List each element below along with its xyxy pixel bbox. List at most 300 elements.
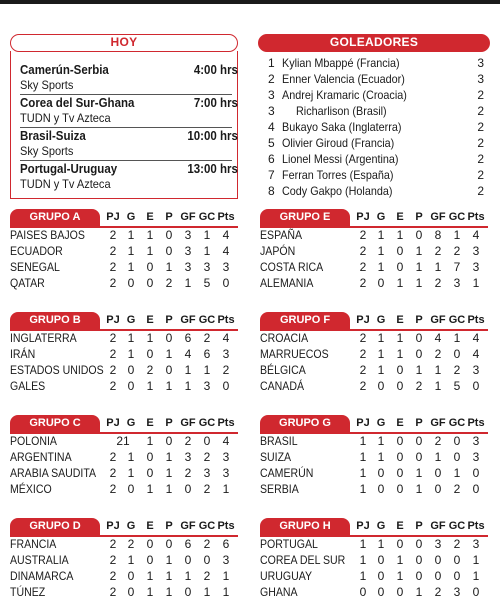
stat-gf: 2 bbox=[184, 466, 192, 480]
stat-gf: 3 bbox=[184, 244, 192, 258]
stat-gc: 0 bbox=[453, 569, 461, 583]
match-time: 10:00 hrs bbox=[187, 129, 238, 143]
stat-e: 1 bbox=[146, 379, 154, 393]
team-name: INGLATERRA bbox=[10, 331, 77, 345]
stat-p: 1 bbox=[415, 260, 423, 274]
table-row bbox=[260, 481, 488, 497]
stat-gc: 5 bbox=[203, 276, 211, 290]
stat-e: 0 bbox=[146, 450, 154, 464]
stat-p: 1 bbox=[165, 585, 173, 599]
stat-gc: 1 bbox=[203, 244, 211, 258]
scorer-rank: 1 bbox=[268, 56, 275, 70]
col-pts: Pts bbox=[217, 417, 235, 429]
stat-pj: 2 bbox=[109, 347, 117, 361]
scorer-rank: 6 bbox=[268, 152, 275, 166]
scorer-row bbox=[268, 152, 484, 167]
table-row bbox=[10, 552, 238, 568]
scorer-goals: 2 bbox=[477, 104, 484, 118]
stat-pts: 4 bbox=[472, 228, 480, 242]
stat-gf: 0 bbox=[434, 569, 442, 583]
stat-pj: 2 bbox=[109, 569, 117, 583]
stat-gf: 0 bbox=[184, 482, 192, 496]
stat-pts: 3 bbox=[222, 260, 230, 274]
scorer-name: Cody Gakpo (Holanda) bbox=[282, 184, 393, 198]
table-row bbox=[260, 362, 488, 378]
stat-pts: 1 bbox=[472, 276, 480, 290]
stat-p: 1 bbox=[415, 585, 423, 599]
match-channel: Sky Sports bbox=[20, 144, 74, 158]
stat-e: 0 bbox=[165, 434, 173, 448]
scorer-row bbox=[268, 104, 484, 119]
stat-gf: 0 bbox=[184, 585, 192, 599]
match-channel: TUDN y Tv Azteca bbox=[20, 111, 111, 125]
stat-pts: 4 bbox=[472, 331, 480, 345]
stat-g: 1 bbox=[127, 260, 135, 274]
stat-pj: 2 bbox=[109, 363, 117, 377]
col-pj: PJ bbox=[106, 314, 120, 326]
scorer-rank: 2 bbox=[268, 72, 275, 86]
stat-gc: 0 bbox=[203, 553, 211, 567]
stat-p: 1 bbox=[415, 363, 423, 377]
group-header bbox=[10, 415, 238, 433]
stat-p: 1 bbox=[165, 569, 173, 583]
col-gc: GC bbox=[448, 520, 466, 532]
scorer-goals: 2 bbox=[477, 88, 484, 102]
stat-g: 0 bbox=[377, 585, 385, 599]
stat-p: 1 bbox=[415, 482, 423, 496]
stat-pj: 1 bbox=[359, 466, 367, 480]
group-title: GRUPO E bbox=[260, 209, 350, 226]
stat-e: 1 bbox=[146, 569, 154, 583]
col-gc: GC bbox=[448, 417, 466, 429]
stat-gc: 3 bbox=[203, 379, 211, 393]
stat-g: 1 bbox=[377, 363, 385, 377]
stat-g: 0 bbox=[127, 379, 135, 393]
stat-p: 0 bbox=[415, 434, 423, 448]
col-pts: Pts bbox=[467, 520, 485, 532]
stat-pts: 0 bbox=[222, 379, 230, 393]
match-channel: TUDN y Tv Azteca bbox=[20, 177, 111, 191]
table-row bbox=[10, 259, 238, 275]
stat-gc: 5 bbox=[453, 379, 461, 393]
stat-e: 1 bbox=[146, 228, 154, 242]
stat-gc: 2 bbox=[203, 537, 211, 551]
col-pj: PJ bbox=[356, 520, 370, 532]
stat-e: 0 bbox=[396, 450, 404, 464]
stat-gf: 2 bbox=[434, 244, 442, 258]
stat-pts: 1 bbox=[222, 482, 230, 496]
stat-pj: 2 bbox=[109, 244, 117, 258]
stat-pts: 4 bbox=[222, 331, 230, 345]
stat-gf: 6 bbox=[184, 331, 192, 345]
scorer-row bbox=[268, 56, 484, 71]
stat-gc: 6 bbox=[203, 347, 211, 361]
stat-pts: 0 bbox=[472, 482, 480, 496]
stat-e: 1 bbox=[396, 331, 404, 345]
col-g: G bbox=[126, 417, 136, 429]
hoy-panel bbox=[10, 34, 238, 52]
team-name: PAISES BAJOS bbox=[10, 228, 85, 242]
col-pts: Pts bbox=[217, 314, 235, 326]
stat-gc: 0 bbox=[453, 450, 461, 464]
stat-gf: 8 bbox=[434, 228, 442, 242]
stat-gc: 3 bbox=[203, 260, 211, 274]
stat-gf: 6 bbox=[184, 537, 192, 551]
col-gf: GF bbox=[430, 520, 446, 532]
col-pj: PJ bbox=[106, 211, 120, 223]
team-name: FRANCIA bbox=[10, 537, 57, 551]
team-name: COREA DEL SUR bbox=[260, 553, 346, 567]
stat-pts: 0 bbox=[222, 276, 230, 290]
stat-g: 2 bbox=[127, 537, 135, 551]
team-name: ARABIA SAUDITA bbox=[10, 466, 97, 480]
stat-gc: 2 bbox=[453, 537, 461, 551]
col-e: E bbox=[396, 211, 404, 223]
stat-gf: 0 bbox=[203, 434, 211, 448]
scorer-goals: 3 bbox=[477, 56, 484, 70]
stat-p: 2 bbox=[184, 434, 192, 448]
stat-g: 0 bbox=[127, 363, 135, 377]
team-name: SENEGAL bbox=[10, 260, 60, 274]
top-rule bbox=[0, 0, 500, 4]
stat-pj: 2 bbox=[359, 228, 367, 242]
col-pts: Pts bbox=[217, 211, 235, 223]
stat-g: 0 bbox=[377, 482, 385, 496]
stat-e: 1 bbox=[146, 585, 154, 599]
group-title: GRUPO F bbox=[260, 312, 350, 329]
stat-g: 1 bbox=[127, 553, 135, 567]
col-gf: GF bbox=[180, 417, 196, 429]
table-row bbox=[10, 584, 238, 600]
stat-g: 0 bbox=[377, 553, 385, 567]
stat-gc: 3 bbox=[203, 466, 211, 480]
goleadores-header: GOLEADORES bbox=[258, 34, 490, 52]
group-d-table bbox=[10, 518, 238, 600]
stat-gc: 2 bbox=[203, 450, 211, 464]
stat-pj: 2 bbox=[109, 482, 117, 496]
stat-gc: 4 bbox=[222, 434, 230, 448]
col-gc: GC bbox=[448, 314, 466, 326]
stat-gf: 1 bbox=[184, 379, 192, 393]
stat-e: 1 bbox=[146, 331, 154, 345]
stat-gf: 0 bbox=[434, 553, 442, 567]
group-header bbox=[10, 518, 238, 536]
col-e: E bbox=[146, 314, 154, 326]
stat-pts: 0 bbox=[472, 466, 480, 480]
stat-pj: 2 bbox=[109, 466, 117, 480]
col-g: G bbox=[376, 520, 386, 532]
col-p: P bbox=[415, 211, 423, 223]
stat-pj: 1 bbox=[359, 434, 367, 448]
stat-gc: 1 bbox=[453, 331, 461, 345]
stat-pj: 2 bbox=[109, 276, 117, 290]
stat-g: 0 bbox=[377, 379, 385, 393]
stat-g: 1 bbox=[127, 331, 135, 345]
table-row bbox=[10, 378, 238, 394]
stat-g: 1 bbox=[127, 228, 135, 242]
stat-pts: 4 bbox=[222, 244, 230, 258]
stat-g: 1 bbox=[377, 260, 385, 274]
stat-gc: 1 bbox=[203, 363, 211, 377]
stat-pts: 3 bbox=[472, 363, 480, 377]
stat-pts: 4 bbox=[222, 228, 230, 242]
stat-p: 0 bbox=[165, 228, 173, 242]
stat-e: 0 bbox=[396, 434, 404, 448]
col-p: P bbox=[165, 314, 173, 326]
col-e: E bbox=[396, 417, 404, 429]
stat-pts: 3 bbox=[472, 434, 480, 448]
stat-gf: 4 bbox=[434, 331, 442, 345]
stat-g: 1 bbox=[127, 466, 135, 480]
scorer-goals: 2 bbox=[477, 136, 484, 150]
col-gc: GC bbox=[198, 520, 216, 532]
stat-g: 0 bbox=[127, 482, 135, 496]
stat-pts: 3 bbox=[472, 260, 480, 274]
col-e: E bbox=[146, 520, 154, 532]
table-row bbox=[10, 275, 238, 291]
stat-gf: 1 bbox=[184, 276, 192, 290]
stat-pj: 2 bbox=[109, 585, 117, 599]
stat-pts: 3 bbox=[222, 466, 230, 480]
group-g-table bbox=[260, 415, 488, 497]
match-time: 7:00 hrs bbox=[193, 96, 238, 110]
scorer-name: Ferran Torres (España) bbox=[282, 168, 394, 182]
group-header bbox=[260, 312, 488, 330]
stat-pts: 3 bbox=[222, 347, 230, 361]
scorer-row bbox=[268, 184, 484, 199]
stat-gc: 2 bbox=[203, 331, 211, 345]
table-row bbox=[10, 227, 238, 243]
stat-g: 0 bbox=[377, 466, 385, 480]
group-header bbox=[260, 209, 488, 227]
col-g: G bbox=[376, 211, 386, 223]
stat-pj: 21 bbox=[116, 434, 130, 448]
stat-p: 1 bbox=[165, 482, 173, 496]
stat-e: 0 bbox=[146, 553, 154, 567]
stat-p: 1 bbox=[165, 553, 173, 567]
stat-e: 0 bbox=[396, 537, 404, 551]
table-row bbox=[260, 465, 488, 481]
match-time: 4:00 hrs bbox=[193, 63, 238, 77]
stat-pts: 0 bbox=[472, 585, 480, 599]
stat-p: 1 bbox=[165, 260, 173, 274]
stat-g: 1 bbox=[146, 434, 154, 448]
stat-gf: 1 bbox=[184, 569, 192, 583]
team-name: PORTUGAL bbox=[260, 537, 318, 551]
stat-pj: 1 bbox=[359, 553, 367, 567]
stat-gc: 2 bbox=[453, 482, 461, 496]
stat-e: 1 bbox=[396, 553, 404, 567]
team-name: ESTADOS UNIDOS bbox=[10, 363, 104, 377]
col-p: P bbox=[415, 314, 423, 326]
stat-pj: 2 bbox=[109, 228, 117, 242]
stat-pj: 2 bbox=[109, 260, 117, 274]
stat-p: 1 bbox=[165, 450, 173, 464]
group-a-table bbox=[10, 209, 238, 291]
team-name: ECUADOR bbox=[10, 244, 63, 258]
stat-pj: 2 bbox=[359, 276, 367, 290]
scorer-rank: 8 bbox=[268, 184, 275, 198]
stat-gf: 0 bbox=[434, 482, 442, 496]
stat-gc: 3 bbox=[453, 585, 461, 599]
scorer-row bbox=[268, 168, 484, 183]
scorer-goals: 2 bbox=[477, 120, 484, 134]
col-gf: GF bbox=[180, 520, 196, 532]
stat-p: 1 bbox=[165, 466, 173, 480]
col-e: E bbox=[146, 211, 154, 223]
group-header bbox=[260, 415, 488, 433]
col-p: P bbox=[415, 417, 423, 429]
col-g: G bbox=[126, 314, 136, 326]
stat-g: 0 bbox=[127, 585, 135, 599]
col-pts: Pts bbox=[217, 520, 235, 532]
stat-p: 0 bbox=[415, 347, 423, 361]
stat-pj: 1 bbox=[359, 537, 367, 551]
group-title: GRUPO G bbox=[260, 415, 350, 432]
stat-pts: 1 bbox=[472, 569, 480, 583]
scorer-name: Richarlison (Brasil) bbox=[296, 104, 387, 118]
scorer-row bbox=[268, 136, 484, 151]
table-row bbox=[10, 449, 238, 465]
stat-pj: 2 bbox=[109, 553, 117, 567]
col-p: P bbox=[165, 211, 173, 223]
stat-pts: 1 bbox=[472, 553, 480, 567]
stat-pj: 2 bbox=[109, 450, 117, 464]
team-name: DINAMARCA bbox=[10, 569, 74, 583]
stat-gf: 1 bbox=[434, 450, 442, 464]
stat-p: 1 bbox=[165, 379, 173, 393]
scorer-row bbox=[268, 120, 484, 135]
table-row bbox=[260, 584, 488, 600]
scorer-row bbox=[268, 88, 484, 103]
stat-e: 0 bbox=[396, 244, 404, 258]
stat-gf: 1 bbox=[434, 379, 442, 393]
stat-p: 0 bbox=[415, 450, 423, 464]
scorer-name: Kylian Mbappé (Francia) bbox=[282, 56, 400, 70]
stat-p: 0 bbox=[415, 569, 423, 583]
team-name: MARRUECOS bbox=[260, 347, 329, 361]
scorer-goals: 2 bbox=[477, 152, 484, 166]
stat-gf: 4 bbox=[184, 347, 192, 361]
team-name: QATAR bbox=[10, 276, 45, 290]
table-row bbox=[260, 378, 488, 394]
scorer-rank: 7 bbox=[268, 168, 275, 182]
group-e-table bbox=[260, 209, 488, 291]
group-header bbox=[10, 209, 238, 227]
scorer-goals: 2 bbox=[477, 184, 484, 198]
stat-e: 1 bbox=[146, 482, 154, 496]
team-name: SUIZA bbox=[260, 450, 292, 464]
stat-g: 1 bbox=[127, 347, 135, 361]
stat-e: 1 bbox=[396, 276, 404, 290]
stat-p: 0 bbox=[165, 537, 173, 551]
stat-e: 0 bbox=[396, 260, 404, 274]
group-f-table bbox=[260, 312, 488, 394]
group-title: GRUPO H bbox=[260, 518, 350, 535]
stat-pj: 2 bbox=[109, 379, 117, 393]
group-title: GRUPO A bbox=[10, 209, 100, 226]
stat-pts: 4 bbox=[472, 347, 480, 361]
stat-gc: 3 bbox=[453, 276, 461, 290]
stat-p: 0 bbox=[415, 553, 423, 567]
table-row bbox=[10, 465, 238, 481]
stat-pts: 3 bbox=[472, 244, 480, 258]
stat-g: 0 bbox=[127, 276, 135, 290]
stat-pj: 0 bbox=[359, 585, 367, 599]
stat-gc: 2 bbox=[203, 569, 211, 583]
col-gf: GF bbox=[180, 211, 196, 223]
scorer-rank: 4 bbox=[268, 120, 275, 134]
stat-gf: 1 bbox=[434, 260, 442, 274]
group-b-table bbox=[10, 312, 238, 394]
table-row bbox=[260, 243, 488, 259]
col-e: E bbox=[146, 417, 154, 429]
col-e: E bbox=[396, 314, 404, 326]
team-name: BRASIL bbox=[260, 434, 298, 448]
group-c-table bbox=[10, 415, 238, 497]
table-row bbox=[10, 568, 238, 584]
scorer-goals: 3 bbox=[477, 72, 484, 86]
stat-pj: 1 bbox=[359, 482, 367, 496]
stat-pts: 1 bbox=[222, 585, 230, 599]
scorer-name: Andrej Kramaric (Croacia) bbox=[282, 88, 407, 102]
team-name: JAPÓN bbox=[260, 244, 296, 258]
goleadores-panel bbox=[258, 34, 490, 52]
stat-pts: 3 bbox=[222, 553, 230, 567]
stat-p: 1 bbox=[165, 347, 173, 361]
stat-pts: 0 bbox=[472, 379, 480, 393]
stat-gc: 1 bbox=[453, 466, 461, 480]
stat-gf: 3 bbox=[184, 260, 192, 274]
table-row bbox=[260, 330, 488, 346]
stat-g: 1 bbox=[377, 331, 385, 345]
stat-gf: 1 bbox=[434, 363, 442, 377]
team-name: IRÁN bbox=[10, 347, 36, 361]
col-pts: Pts bbox=[467, 417, 485, 429]
col-pj: PJ bbox=[356, 417, 370, 429]
match-teams: Camerún-Serbia bbox=[20, 63, 109, 77]
stat-pts: 6 bbox=[222, 537, 230, 551]
scorer-row bbox=[268, 72, 484, 87]
stat-p: 2 bbox=[415, 379, 423, 393]
group-title: GRUPO B bbox=[10, 312, 100, 329]
table-row bbox=[10, 330, 238, 346]
scorer-rank: 3 bbox=[268, 88, 275, 102]
team-name: URUGUAY bbox=[260, 569, 313, 583]
stat-g: 1 bbox=[377, 537, 385, 551]
match-time: 13:00 hrs bbox=[187, 162, 238, 176]
stat-gc: 0 bbox=[453, 553, 461, 567]
stat-gf: 3 bbox=[184, 450, 192, 464]
team-name: ALEMANIA bbox=[260, 276, 314, 290]
table-row bbox=[260, 227, 488, 243]
stat-gf: 2 bbox=[434, 347, 442, 361]
stat-e: 2 bbox=[146, 363, 154, 377]
stat-gf: 2 bbox=[434, 434, 442, 448]
stat-p: 1 bbox=[415, 276, 423, 290]
col-pts: Pts bbox=[467, 211, 485, 223]
table-row bbox=[10, 243, 238, 259]
team-name: AUSTRALIA bbox=[10, 553, 69, 567]
group-h-table bbox=[260, 518, 488, 600]
col-gc: GC bbox=[198, 417, 216, 429]
team-name: BÉLGICA bbox=[260, 363, 306, 377]
col-gf: GF bbox=[430, 417, 446, 429]
col-p: P bbox=[415, 520, 423, 532]
scorer-name: Enner Valencia (Ecuador) bbox=[282, 72, 405, 86]
stat-gc: 1 bbox=[453, 228, 461, 242]
stat-e: 0 bbox=[396, 482, 404, 496]
